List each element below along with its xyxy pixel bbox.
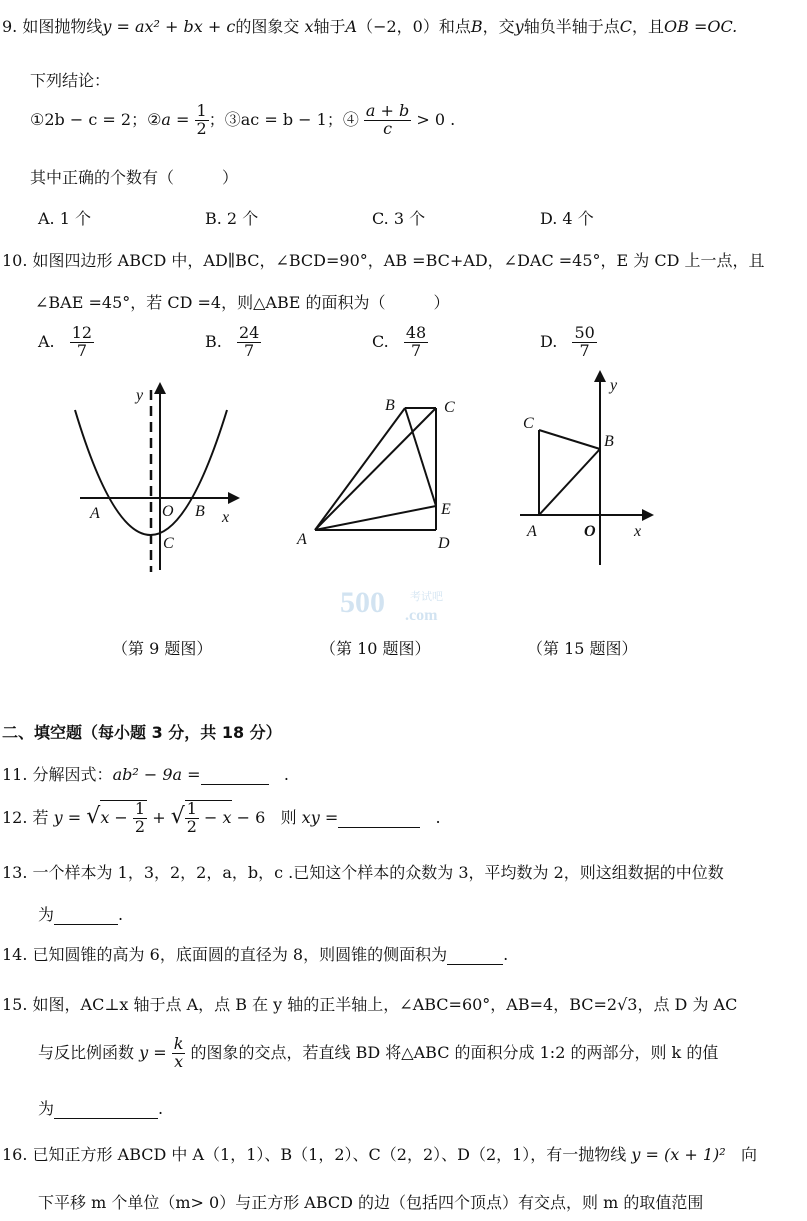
fig10-label-B: B <box>385 397 395 414</box>
denominator: 7 <box>579 340 590 360</box>
figures-area <box>0 360 807 620</box>
fraction <box>572 325 596 360</box>
q10-option-c <box>372 325 428 360</box>
q13-text: 为 <box>38 905 55 924</box>
fig10-label-E: E <box>441 501 451 518</box>
q11-answer-blank[interactable] <box>201 765 269 785</box>
q9-text: 轴负半轴于点 <box>523 17 620 36</box>
seg-CB <box>539 430 600 449</box>
q9-point: （−2，0） <box>357 17 439 36</box>
q15-text: 如图，AC⊥x 轴于点 A，点 B 在 y 轴的正半轴上，∠ABC=60°，AB=4，BC=2√3，点 D 为 AC <box>32 995 738 1014</box>
plus: + <box>152 807 166 827</box>
q12 <box>2 800 441 836</box>
q9-text: 轴于 <box>313 17 346 36</box>
watermark <box>340 586 443 620</box>
q16-line1 <box>2 1142 757 1165</box>
q10-text: 如图四边形 ABCD 中，AD∥BC，∠BCD=90°，AB =BC+AD，∠DAC =45°，E 为 CD 上一点，且 <box>32 251 765 270</box>
q9-text: ，交 <box>482 17 515 36</box>
q9-conclusion-2: a = <box>161 109 190 129</box>
watermark-number: 500 <box>340 586 385 619</box>
fig15-label-A: A <box>527 523 537 540</box>
denominator: 7 <box>410 340 422 360</box>
denominator: c <box>383 118 393 138</box>
radicand-text: x − <box>100 807 128 827</box>
q9-conclusion-3: ；③ac = b − 1；④ <box>208 109 359 129</box>
figure-10-caption: （第 10 题图） <box>320 639 431 658</box>
q11-expression: ab² − 9a = <box>112 765 201 784</box>
denominator: 7 <box>244 340 255 360</box>
q10-option-b <box>205 325 261 360</box>
numerator: a + b <box>365 101 410 120</box>
numerator: 48 <box>405 323 427 342</box>
q15-number: 15. <box>2 995 28 1014</box>
q13-period: . <box>118 905 124 924</box>
option-letter: D. <box>540 331 558 351</box>
fraction <box>237 325 261 360</box>
numerator: k <box>173 1034 184 1053</box>
q9-equation: y = ax² + bx + c <box>102 17 236 36</box>
numerator: 24 <box>238 323 260 342</box>
fig9-label-y: y <box>136 387 144 404</box>
q9-text: 和点 <box>438 17 471 36</box>
watermark-chinese: 考试吧 <box>410 591 443 603</box>
q12-period: . <box>435 807 441 827</box>
q12-then: 则 <box>280 807 297 827</box>
minus-six: − 6 <box>236 807 266 827</box>
q9-number: 9. <box>2 17 18 36</box>
q10-option-d <box>540 325 597 360</box>
watermark-url: .com <box>405 607 438 620</box>
q9-var: B <box>470 17 483 36</box>
q10-line1 <box>2 248 765 271</box>
q15-text: 与反比例函数 <box>38 1042 135 1062</box>
fig9-label-x: x <box>222 509 230 526</box>
q9-conclusions-label: 下列结论： <box>30 71 111 90</box>
q11 <box>2 762 289 785</box>
fraction <box>195 103 209 138</box>
fraction <box>404 325 428 360</box>
q9-option-d: D. 4 个 <box>540 209 594 228</box>
option-letter: B. <box>205 331 222 351</box>
q13-number: 13. <box>2 863 28 882</box>
fig15-label-C: C <box>523 415 534 432</box>
x-axis-arrow <box>228 492 240 504</box>
numerator: 50 <box>574 323 595 342</box>
q9-var: A <box>345 17 358 36</box>
q15-text: 为 <box>38 1099 55 1118</box>
q10-option-a <box>38 325 94 360</box>
figure-9 <box>75 382 240 572</box>
q15-line1 <box>2 992 737 1015</box>
q13-line2 <box>38 902 123 925</box>
seg-AC <box>315 408 436 530</box>
sqrt-sign: √ <box>86 803 101 829</box>
q9-option-c: C. 3 个 <box>372 209 426 228</box>
fraction <box>364 103 411 138</box>
q16-text: 已知正方形 ABCD 中 A（1，1）、B（1，2）、C（2，2）、D（2，1），有一抛物线 <box>32 1145 627 1164</box>
radicand-2 <box>185 800 232 836</box>
q13-text: 一个样本为 1，3，2，2，a，b，c .已知这个样本的众数为 3，平均数为 2，则这组数据的中位数 <box>32 863 724 882</box>
fraction <box>70 325 94 360</box>
radicand-text: − x <box>204 807 232 827</box>
fig15-label-y: y <box>610 377 618 394</box>
q9-conclusions <box>30 103 455 138</box>
q9-var: C <box>619 17 632 36</box>
fig15-label-B: B <box>604 433 614 450</box>
denominator: x <box>174 1051 184 1071</box>
numerator: 1 <box>134 799 146 818</box>
sqrt-sign: √ <box>170 803 185 829</box>
q9-conclusion-1: ①2b − c = 2；② <box>30 109 162 129</box>
q12-y-eq: y = <box>53 807 82 827</box>
q10-line2: ∠BAE =45°，若 CD =4，则△ABE 的面积为（ ） <box>35 293 450 312</box>
x-axis-arrow <box>642 509 654 521</box>
q9-condition: OB =OC. <box>663 17 738 36</box>
fig10-label-C: C <box>444 399 455 416</box>
q10-number: 10. <box>2 251 28 270</box>
option-letter: C. <box>372 331 389 351</box>
figure-15-caption: （第 15 题图） <box>527 639 638 658</box>
q14 <box>2 942 508 965</box>
q9-ask: 其中正确的个数有（ ） <box>30 168 239 187</box>
fig10-label-A: A <box>297 531 307 548</box>
fraction <box>185 801 199 836</box>
q15-answer-blank[interactable] <box>54 1099 158 1119</box>
q9-var: y <box>514 17 524 36</box>
q11-number: 11. <box>2 765 28 784</box>
q9-option-a: A. 1 个 <box>38 209 91 228</box>
q14-number: 14. <box>2 945 28 964</box>
fraction <box>133 801 147 836</box>
q9-conclusion-4: > 0 . <box>416 109 456 129</box>
radicand-1 <box>100 800 147 836</box>
q15-y-eq: y = <box>139 1042 167 1062</box>
fig10-label-D: D <box>438 535 450 552</box>
q15-line3 <box>38 1096 163 1119</box>
fig9-label-C: C <box>163 535 174 552</box>
q9-var: x <box>304 17 314 36</box>
denominator: 2 <box>134 816 146 836</box>
q16-line2: 下平移 m 个单位（m> 0）与正方形 ABCD 的边（包括四个顶点）有交点，则 m 的取值范围 <box>38 1193 704 1212</box>
denominator: 2 <box>196 118 207 138</box>
q15-line2 <box>38 1036 718 1071</box>
figure-10 <box>315 408 436 530</box>
q12-xy: xy = <box>301 807 339 827</box>
y-axis-arrow <box>594 370 606 382</box>
section-2-title: 二、填空题（每小题 3 分，共 18 分） <box>2 723 282 742</box>
q9-option-b: B. 2 个 <box>205 209 259 228</box>
option-letter: A. <box>38 331 55 351</box>
q13-answer-blank[interactable] <box>54 905 118 925</box>
q12-text: 若 <box>32 807 49 827</box>
q15-period: . <box>158 1099 164 1118</box>
q14-period: . <box>503 945 509 964</box>
q9-text: ，且 <box>631 17 664 36</box>
q11-text: 分解因式： <box>32 765 113 784</box>
q15-text: 的图象的交点，若直线 BD 将△ABC 的面积分成 1:2 的两部分，则 k 的值 <box>190 1042 719 1062</box>
denominator: 2 <box>186 816 197 836</box>
figure-9-caption: （第 9 题图） <box>112 639 213 658</box>
q9-line1 <box>2 14 737 37</box>
fig9-label-B: B <box>195 503 205 520</box>
denominator: 7 <box>76 340 87 360</box>
numerator: 1 <box>186 799 197 818</box>
q11-period: . <box>283 765 289 784</box>
q14-answer-blank[interactable] <box>447 945 503 965</box>
fig9-label-A: A <box>90 505 100 522</box>
q12-answer-blank[interactable] <box>338 808 420 828</box>
q16-equation: y = (x + 1)² <box>631 1145 726 1164</box>
q16-text: 向 <box>740 1145 757 1164</box>
q13-line1 <box>2 860 724 883</box>
seg-AB <box>315 408 405 530</box>
numerator: 12 <box>71 323 93 342</box>
fig15-label-x: x <box>634 523 642 540</box>
fig9-label-O: O <box>162 503 174 520</box>
y-axis-arrow <box>154 382 166 394</box>
q16-number: 16. <box>2 1145 28 1164</box>
q9-text: 如图抛物线 <box>22 17 103 36</box>
numerator: 1 <box>196 101 207 120</box>
seg-AB <box>539 449 600 515</box>
q14-text: 已知圆锥的高为 6，底面圆的直径为 8，则圆锥的侧面积为 <box>32 945 448 964</box>
q12-number: 12. <box>2 807 28 827</box>
fraction <box>172 1036 186 1071</box>
seg-AE <box>315 506 436 530</box>
q9-text: 的图象交 <box>235 17 300 36</box>
fig15-label-O: O <box>584 523 596 540</box>
